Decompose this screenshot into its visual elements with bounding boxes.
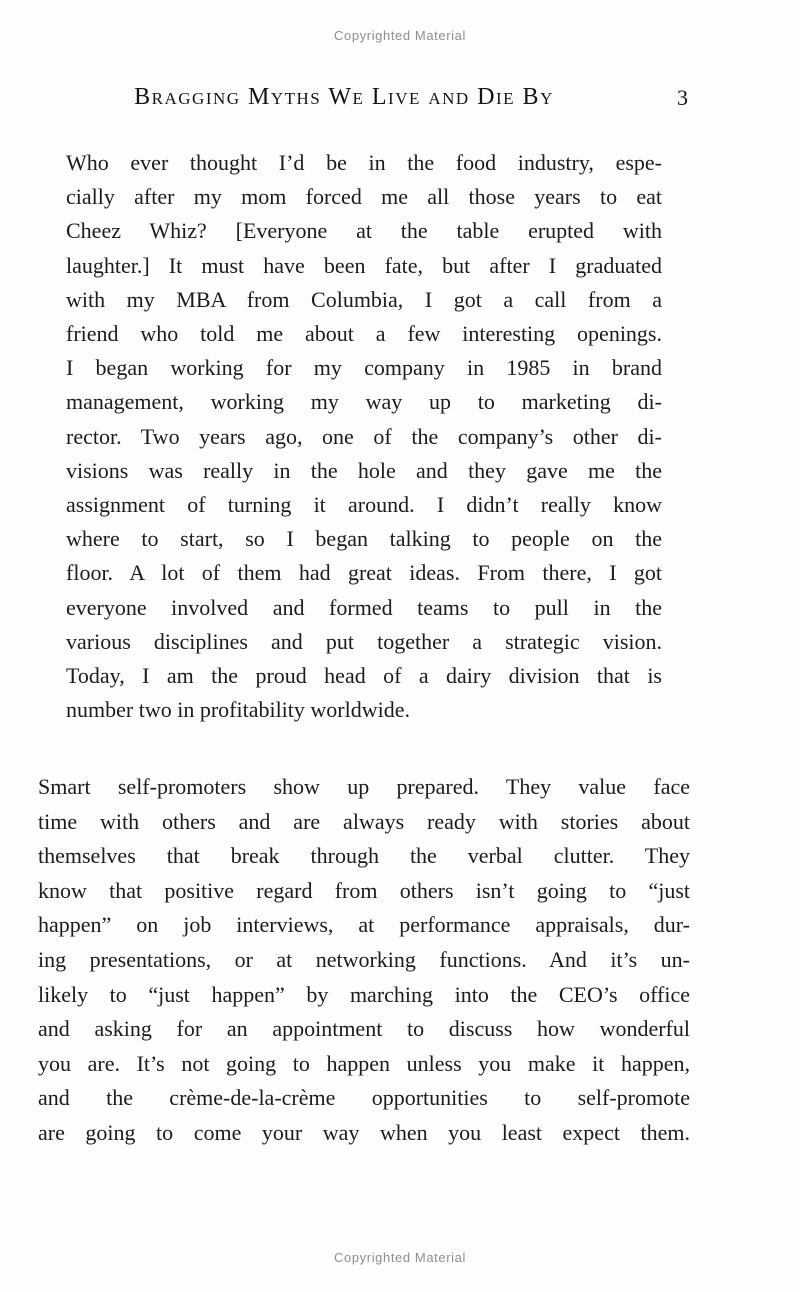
- body-line: likely to “just happen” by marching into the CEO’s office: [38, 981, 690, 1007]
- copyright-notice-bottom: Copyrighted Material: [334, 1250, 466, 1265]
- quote-line: assignment of turning it around. I didn’t really know: [66, 492, 662, 518]
- quote-line: where to start, so I began talking to people on the: [66, 526, 662, 552]
- quote-line: friend who told me about a few interesting openings.: [66, 321, 662, 347]
- body-line: Smart self-promoters show up prepared. They value face: [38, 774, 690, 799]
- quote-line: laughter.] It must have been fate, but after I graduated: [66, 252, 662, 278]
- body-line: are going to come your way when you least expect them.: [38, 1119, 690, 1145]
- quote-line: cially after my mom forced me all those years to eat: [66, 184, 662, 210]
- page-number: 3: [677, 85, 688, 110]
- quote-line: number two in profitability worldwide.: [66, 697, 410, 723]
- quote-line: Cheez Whiz? [Everyone at the table erupted with: [66, 218, 662, 244]
- body-line: and asking for an appointment to discuss how wonderful: [38, 1016, 690, 1042]
- quote-line: with my MBA from Columbia, I got a call from a: [66, 286, 662, 312]
- body-line: know that positive regard from others isn’t going to “just: [38, 877, 690, 903]
- body-line: you are. It’s not going to happen unless you make it happen,: [38, 1050, 690, 1076]
- quote-line: management, working my way up to marketing di-: [66, 389, 662, 415]
- body-line: ing presentations, or at networking functions. And it’s un-: [38, 946, 690, 972]
- copyright-notice-top: Copyrighted Material: [334, 28, 466, 43]
- quote-line: floor. A lot of them had great ideas. From there, I got: [66, 560, 662, 586]
- chapter-title: Bragging Myths We Live and Die By: [134, 84, 554, 110]
- quote-line: Today, I am the proud head of a dairy division that is: [66, 663, 662, 689]
- body-line: and the crème-de-la-crème opportunities to self-promote: [38, 1085, 690, 1111]
- block-quote: [66, 146, 662, 727]
- quote-line: rector. Two years ago, one of the company’s other di-: [66, 423, 662, 449]
- body-line: time with others and are always ready with stories about: [38, 808, 690, 834]
- body-paragraph: [38, 770, 690, 1151]
- body-line: happen” on job interviews, at performance appraisals, dur-: [38, 912, 690, 938]
- running-header: [38, 84, 690, 114]
- quote-line: visions was really in the hole and they gave me the: [66, 457, 662, 483]
- body-line: themselves that break through the verbal clutter. They: [38, 843, 690, 869]
- quote-line: Who ever thought I’d be in the food industry, espe-: [66, 150, 662, 175]
- quote-line: I began working for my company in 1985 in brand: [66, 355, 662, 381]
- quote-line: various disciplines and put together a strategic vision.: [66, 628, 662, 654]
- quote-line: everyone involved and formed teams to pull in the: [66, 594, 662, 620]
